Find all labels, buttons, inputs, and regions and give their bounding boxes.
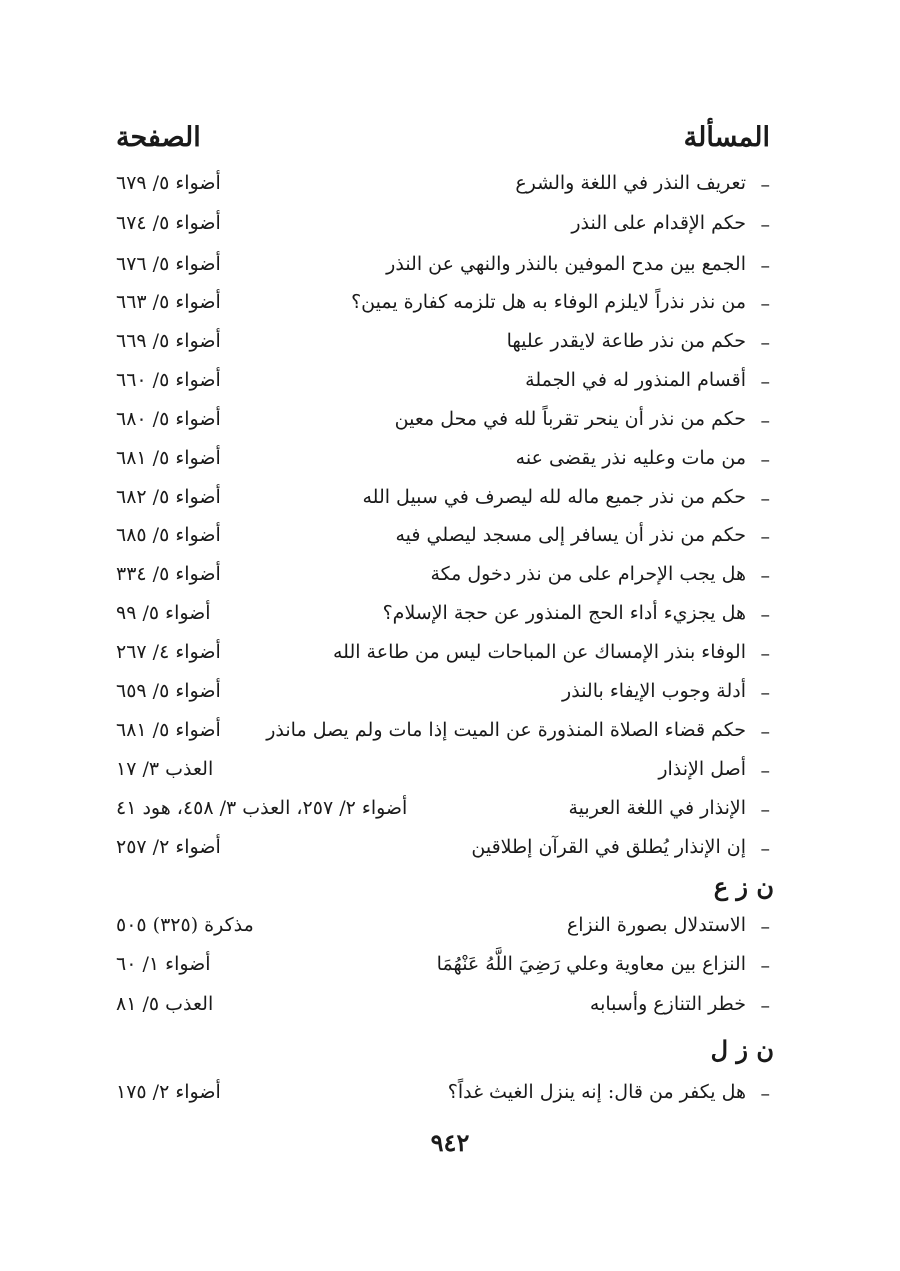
entry-reference: العذب ٥/ ٨١: [116, 993, 214, 1015]
entry-reference: أضواء ٥/ ٦٦٠: [116, 369, 221, 391]
entry-reference: أضواء ٥/ ٦٧٤: [116, 212, 221, 234]
index-entry: [116, 797, 774, 831]
entry-text: من نذر نذراً لايلزم الوفاء به هل تلزمه كفارة يمين؟: [351, 291, 746, 313]
entry-reference: العذب ٣/ ١٧: [116, 758, 214, 780]
bullet-dash: –: [760, 293, 770, 315]
entry-reference: أضواء ٢/ ١٧٥: [116, 1081, 221, 1103]
bullet-dash: –: [760, 449, 770, 471]
section-heading: ن ز ع: [713, 872, 774, 901]
bullet-dash: –: [760, 332, 770, 354]
index-entry: [116, 330, 774, 364]
bullet-dash: –: [760, 1083, 770, 1105]
index-entry: [116, 719, 774, 753]
entry-reference: أضواء ٥/ ٦٦٩: [116, 330, 221, 352]
entry-text: أدلة وجوب الإيفاء بالنذر: [562, 680, 746, 702]
entry-text: حكم الإقدام على النذر: [571, 212, 746, 234]
entry-reference: أضواء ٥/ ٦٧٦: [116, 253, 221, 275]
entry-text: حكم من نذر أن يسافر إلى مسجد ليصلي فيه: [395, 524, 746, 546]
bullet-dash: –: [760, 838, 770, 860]
section-heading: ن ز ل: [710, 1035, 774, 1064]
entry-reference: أضواء ٥/ ٦٨٥: [116, 524, 221, 546]
entry-text: الجمع بين مدح الموفين بالنذر والنهي عن النذر: [386, 253, 746, 275]
entry-reference: أضواء ٥/ ٦٨١: [116, 447, 221, 469]
index-entry: [116, 172, 774, 206]
entry-text: حكم من نذر جميع ماله لله ليصرف في سبيل الله: [362, 486, 746, 508]
entry-text: حكم من نذر طاعة لايقدر عليها: [506, 330, 746, 352]
entry-text: النزاع بين معاوية وعلي رَضِيَ اللَّهُ عَنْهُمَا: [436, 953, 746, 975]
entry-text: أصل الإنذار: [658, 758, 746, 780]
entry-reference: أضواء ٥/ ٦٨١: [116, 719, 221, 741]
entry-reference: أضواء ٥/ ٦٥٩: [116, 680, 221, 702]
bullet-dash: –: [760, 721, 770, 743]
bullet-dash: –: [760, 604, 770, 626]
entry-reference: أضواء ٥/ ٦٨٢: [116, 486, 221, 508]
index-entry: [116, 641, 774, 675]
bullet-dash: –: [760, 214, 770, 236]
index-entry: [116, 408, 774, 442]
entry-reference: أضواء ٢/ ٢٥٧: [116, 836, 221, 858]
entry-reference: أضواء ١/ ٦٠: [116, 953, 211, 975]
entry-text: إن الإنذار يُطلق في القرآن إطلاقين: [471, 836, 746, 858]
index-entry: [116, 563, 774, 597]
index-entry: [116, 993, 774, 1027]
entry-text: هل يجزيء أداء الحج المنذور عن حجة الإسلام؟: [382, 602, 746, 624]
bullet-dash: –: [760, 760, 770, 782]
entry-text: من مات وعليه نذر يقضى عنه: [515, 447, 746, 469]
index-entry: [116, 253, 774, 287]
entry-text: تعريف النذر في اللغة والشرع: [515, 172, 746, 194]
entry-reference: أضواء ٥/ ٦٦٣: [116, 291, 221, 313]
column-headers: [116, 122, 774, 162]
page-number: ٩٤٢: [430, 1128, 470, 1157]
index-entry: [116, 914, 774, 948]
bullet-dash: –: [760, 682, 770, 704]
index-entry: [116, 212, 774, 246]
index-entry: [116, 836, 774, 870]
entry-text: الإنذار في اللغة العربية: [568, 797, 746, 819]
entry-reference: أضواء ٥/ ٩٩: [116, 602, 211, 624]
index-entry: [116, 447, 774, 481]
bullet-dash: –: [760, 410, 770, 432]
index-entry: [116, 369, 774, 403]
entry-text: هل يكفر من قال: إنه ينزل الغيث غداً؟: [447, 1081, 746, 1103]
entry-text: حكم قضاء الصلاة المنذورة عن الميت إذا مات ولم يصل مانذر: [266, 719, 746, 741]
entry-reference: أضواء ٢/ ٢٥٧، العذب ٣/ ٤٥٨، هود ٤١: [116, 797, 408, 819]
bullet-dash: –: [760, 995, 770, 1017]
entry-reference: مذكرة (٣٢٥) ٥٠٥: [116, 914, 254, 936]
index-entry: [116, 486, 774, 520]
bullet-dash: –: [760, 955, 770, 977]
entry-reference: أضواء ٥/ ٣٣٤: [116, 563, 221, 585]
bullet-dash: –: [760, 526, 770, 548]
index-entry: [116, 602, 774, 636]
entry-text: هل يجب الإحرام على من نذر دخول مكة: [430, 563, 746, 585]
bullet-dash: –: [760, 371, 770, 393]
bullet-dash: –: [760, 255, 770, 277]
entry-reference: أضواء ٥/ ٦٧٩: [116, 172, 221, 194]
bullet-dash: –: [760, 174, 770, 196]
entry-text: خطر التنازع وأسبابه: [589, 993, 746, 1015]
index-entry: [116, 758, 774, 792]
issue-column-header: المسألة: [683, 122, 770, 153]
entry-reference: أضواء ٤/ ٢٦٧: [116, 641, 221, 663]
index-entry: [116, 1081, 774, 1115]
page-column-header: الصفحة: [116, 122, 201, 153]
entry-reference: أضواء ٥/ ٦٨٠: [116, 408, 221, 430]
bullet-dash: –: [760, 799, 770, 821]
bullet-dash: –: [760, 916, 770, 938]
bullet-dash: –: [760, 643, 770, 665]
index-entry: [116, 524, 774, 558]
entry-text: حكم من نذر أن ينحر تقرباً لله في محل معين: [394, 408, 746, 430]
entry-text: الاستدلال بصورة النزاع: [566, 914, 746, 936]
index-entry: [116, 680, 774, 714]
bullet-dash: –: [760, 488, 770, 510]
index-entry: [116, 953, 774, 987]
entry-text: الوفاء بنذر الإمساك عن المباحات ليس من طاعة الله: [332, 641, 746, 663]
index-entry: [116, 291, 774, 325]
entry-text: أقسام المنذور له في الجملة: [525, 369, 746, 391]
bullet-dash: –: [760, 565, 770, 587]
